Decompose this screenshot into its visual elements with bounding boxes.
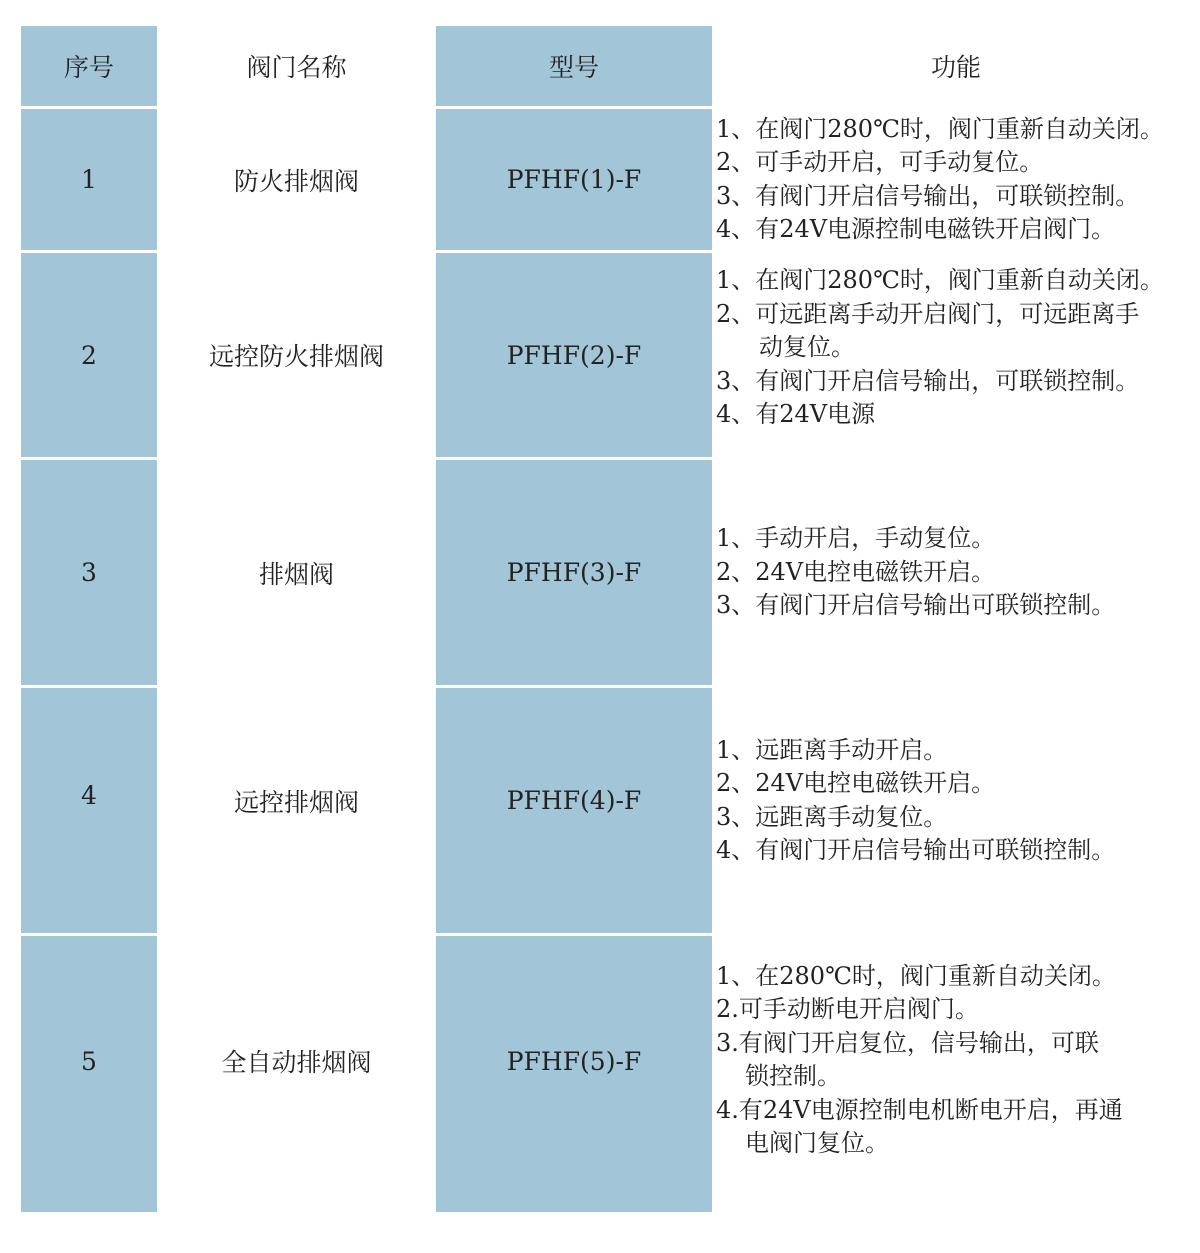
function-line: 1、在280℃时，阀门重新自动关闭。: [716, 961, 1116, 990]
row-2-name: 远控防火排烟阀: [208, 342, 384, 371]
row-5-name: 全自动排烟阀: [221, 1048, 372, 1077]
row-3-functions: [716, 460, 1200, 685]
row-4-model: PFHF(4)-F: [506, 786, 642, 815]
row-5-seq: 5: [81, 1046, 97, 1076]
row-2-seq: 2: [81, 340, 97, 370]
row-5-functions: [716, 936, 1200, 1212]
row-1-seq: 1: [81, 165, 97, 194]
row-1-functions: [716, 109, 1200, 250]
function-line: 4、有24V电源: [716, 400, 876, 429]
function-line: 2.可手动断电开启阀门。: [716, 995, 979, 1023]
row-2-functions: [716, 253, 1200, 457]
function-line: 1、在阀门280℃时，阀门重新自动关闭。: [716, 114, 1164, 143]
header-seq: 序号: [63, 53, 114, 82]
header-function: 功能: [930, 53, 981, 82]
header-name: 阀门名称: [246, 53, 347, 82]
function-line: 2、24V电控电磁铁开启。: [716, 769, 996, 797]
function-line: 动复位。: [759, 333, 855, 362]
function-line: 1、远距离手动开启。: [716, 735, 948, 764]
row-4-name: 远控排烟阀: [233, 787, 359, 817]
function-line: 3、有阀门开启信号输出，可联锁控制。: [716, 181, 1140, 210]
row-1-name: 防火排烟阀: [233, 166, 359, 196]
function-line: 3.有阀门开启复位，信号输出，可联: [716, 1028, 1099, 1057]
function-line: 锁控制。: [745, 1062, 841, 1090]
function-line: 1、在阀门280℃时，阀门重新自动关闭。: [716, 266, 1164, 295]
row-3-seq: 3: [81, 558, 97, 587]
row-3-name: 排烟阀: [258, 559, 334, 589]
row-1-model: PFHF(1)-F: [506, 165, 642, 194]
row-5-model: PFHF(5)-F: [506, 1046, 642, 1076]
function-line: 电阀门复位。: [745, 1129, 889, 1157]
function-line: 3、有阀门开启信号输出可联锁控制。: [716, 591, 1116, 620]
function-line: 3、有阀门开启信号输出，可联锁控制。: [716, 366, 1140, 395]
row-3-model: PFHF(3)-F: [506, 558, 642, 587]
function-line: 4、有阀门开启信号输出可联锁控制。: [716, 836, 1116, 864]
row-4-seq: 4: [81, 781, 97, 810]
function-line: 1、手动开启，手动复位。: [716, 524, 996, 553]
function-line: 2、可手动开启，可手动复位。: [716, 148, 1044, 176]
function-line: 2、可远距离手动开启阀门，可远距离手: [716, 299, 1140, 328]
function-line: 4、有24V电源控制电磁铁开启阀门。: [716, 215, 1116, 243]
row-2-model: PFHF(2)-F: [506, 340, 642, 370]
header-model: 型号: [548, 53, 599, 82]
function-line: 2、24V电控电磁铁开启。: [716, 557, 996, 586]
function-line: 4.有24V电源控制电机断电开启，再通: [716, 1095, 1123, 1124]
row-4-functions: [716, 688, 1200, 913]
function-line: 3、远距离手动复位。: [716, 802, 948, 831]
